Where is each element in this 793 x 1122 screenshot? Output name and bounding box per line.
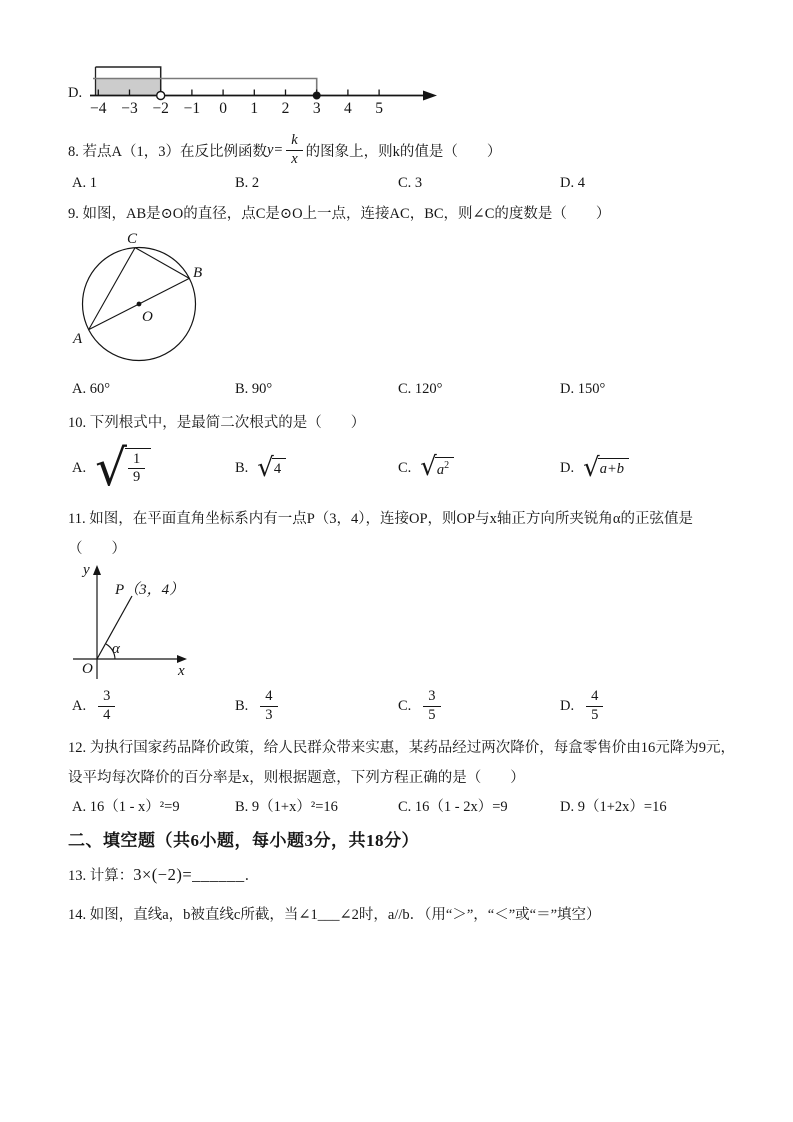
tick-label: −2 (152, 100, 169, 117)
center-dot (137, 302, 142, 307)
q11-option-b-label: B. (235, 697, 249, 714)
question-11-options (0, 686, 793, 726)
radicand: 4 (272, 458, 286, 478)
alpha-label: α (112, 641, 120, 657)
fraction-numerator: 4 (591, 687, 599, 704)
q11-option-b (235, 686, 281, 726)
tick-label: 4 (344, 100, 352, 117)
q12-option-a: A. 16（1 - x）²=9 (72, 799, 180, 815)
point-b-label: B (193, 265, 203, 281)
q8-fraction-denominator: x (286, 150, 302, 168)
q8-fraction (286, 133, 302, 167)
q13-expression: 3×(−2)=______ (133, 865, 245, 884)
fraction-denominator: 5 (586, 706, 603, 724)
tick-label: −1 (183, 100, 201, 117)
circle-figure (70, 230, 212, 378)
tick-label: −3 (121, 100, 138, 117)
q8-option-d: D. 4 (560, 175, 585, 191)
tick-label: 3 (312, 100, 321, 117)
q8-text: 8. 若点A（1，3）在反比例函数 (68, 143, 267, 160)
option-d-label: D. (68, 85, 83, 101)
radicand-exponent: 2 (444, 460, 450, 472)
question-9: 9. 如图，AB是⊙O的直径，点C是⊙O上一点，连接AC，BC，则∠C的度数是（ ） (68, 206, 611, 222)
origin-label: O (82, 661, 93, 677)
q13-period: ． (244, 868, 260, 884)
question-12-line1: 12. 为执行国家药品降价政策，给人民群众带来实惠，某药品经过两次降价，每盒零售价由16元降为9元， (68, 740, 735, 756)
q10-option-d-label: D. (560, 459, 575, 476)
closed-endpoint (313, 92, 321, 100)
q11-option-a-label: A. (72, 697, 87, 714)
open-endpoint (157, 92, 165, 100)
question-11-line2: （ ） (68, 541, 126, 557)
question-9-options (0, 381, 793, 401)
q9-option-c: C. 120° (398, 381, 443, 397)
point-c-label: C (127, 231, 138, 247)
radical-expression (95, 438, 151, 497)
q10-option-a (72, 438, 151, 497)
fraction (260, 689, 277, 723)
q11-option-d (560, 686, 606, 726)
q8-option-b: B. 2 (235, 175, 260, 191)
q9-option-d: D. 150° (560, 381, 606, 397)
q8-fraction-numerator: k (291, 131, 298, 148)
radical-expression (420, 452, 454, 483)
y-axis-label: y (83, 562, 90, 578)
q12-option-d: D. 9（1+2x）=16 (560, 799, 667, 815)
q10-option-a-label: A. (72, 459, 87, 476)
tick-label: 1 (250, 100, 259, 117)
question-13 (68, 864, 259, 885)
section-2-heading: 二、填空题（共6小题，每小题3分，共18分） (68, 831, 419, 850)
radical-sign: √ (420, 452, 437, 483)
radical-sign: √ (257, 452, 274, 483)
radicand-numerator: 1 (132, 450, 141, 467)
shaded-region (96, 79, 161, 96)
fraction-numerator: 4 (265, 687, 273, 704)
q11-option-c-label: C. (398, 697, 412, 714)
q8-option-c: C. 3 (398, 175, 423, 191)
fraction (423, 689, 440, 723)
x-axis-arrowhead (177, 655, 187, 663)
question-10-options (0, 438, 793, 497)
q11-option-d-label: D. (560, 697, 575, 714)
question-12-line2: 设平均每次降价的百分率是x，则根据题意，下列方程正确的是（ ） (68, 770, 525, 786)
tick-label: 2 (281, 100, 290, 117)
q10-option-b (235, 442, 286, 494)
fraction (586, 689, 603, 723)
fraction-denominator: 3 (260, 706, 277, 724)
q11-option-a (72, 686, 118, 726)
q8-text-tail: 的图象上，则k的值是（ ） (305, 143, 502, 160)
radicand-base: a (436, 461, 445, 478)
question-14: 14. 如图，直线a，b被直线c所截，当∠1___∠2时，a//b．（用“＞”，“＜”或“＝”填空） (68, 907, 601, 923)
q13-prompt: 13. 计算： (68, 868, 134, 884)
number-line-figure (85, 50, 440, 120)
tick-label: −4 (90, 100, 107, 117)
radicand: a+b (598, 458, 629, 478)
x-axis-label: x (178, 663, 185, 679)
question-11-line1: 11. 如图，在平面直角坐标系内有一点P（3，4），连接OP，则OP与x轴正方向所夹锐角α的正弦值是 (68, 511, 693, 527)
tick-label: 0 (219, 100, 227, 117)
question-8-options (0, 175, 793, 195)
q12-option-c: C. 16（1 - 2x）=9 (398, 799, 508, 815)
q8-equation-lhs: y= (266, 141, 284, 158)
q9-option-b: B. 90° (235, 381, 273, 397)
question-10: 10. 下列根式中，是最简二次根式的是（ ） (68, 415, 366, 431)
radical-sign: √ (95, 438, 127, 497)
q11-option-c (398, 686, 444, 726)
fraction-denominator: 4 (98, 706, 115, 724)
q12-option-b: B. 9（1+x）²=16 (235, 799, 338, 815)
q10-option-c (398, 442, 454, 494)
q10-option-c-label: C. (398, 459, 412, 476)
center-o-label: O (142, 309, 153, 325)
point-p-label: P（3，4） (115, 582, 185, 598)
radicand-denominator: 9 (128, 468, 145, 486)
question-12-options (0, 795, 793, 815)
coordinate-figure (65, 560, 197, 686)
q10-option-b-label: B. (235, 459, 249, 476)
q9-option-a: A. 60° (72, 381, 111, 397)
point-a-label: A (73, 331, 83, 347)
fraction-denominator: 5 (423, 706, 440, 724)
question-8 (68, 128, 501, 172)
q8-option-a: A. 1 (72, 175, 97, 191)
fraction (98, 689, 115, 723)
fraction-numerator: 3 (103, 687, 111, 704)
axis-arrowhead (423, 91, 437, 101)
radical-expression (257, 452, 286, 483)
y-axis-arrowhead (93, 565, 101, 575)
radical-sign: √ (583, 452, 600, 483)
tick-label: 5 (375, 100, 383, 117)
fraction-numerator: 3 (428, 687, 436, 704)
q10-option-d (560, 442, 629, 494)
radical-expression (583, 452, 629, 483)
